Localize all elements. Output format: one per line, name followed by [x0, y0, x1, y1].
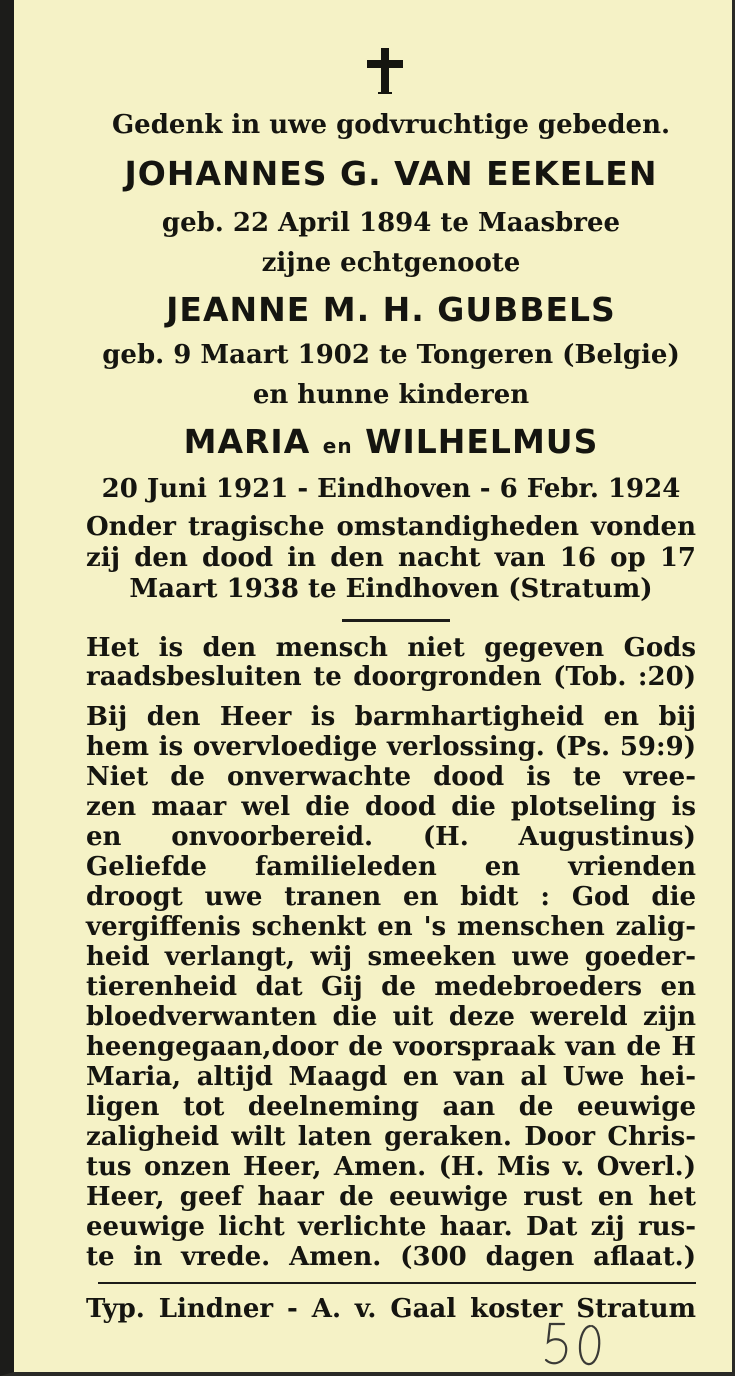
- prayer-line: Niet de onverwachte dood is te vree-: [86, 762, 696, 792]
- prayer-line: tierenheid dat Gij de medebroeders en: [86, 972, 696, 1002]
- prayer-line: raadsbesluiten te doorgronden (Tob. :20): [86, 662, 696, 692]
- person1-birth: geb. 22 April 1894 te Maasbree: [161, 208, 621, 238]
- person2-birth: geb. 9 Maart 1902 te Tongeren (Belgie): [102, 340, 680, 370]
- printer-credit: Typ. Lindner - A. v. Gaal koster Stratum: [86, 1294, 696, 1324]
- prayer-line: vergiffenis schenkt en 's menschen zalig-: [86, 912, 696, 942]
- prayer-line: Bij den Heer is barmhartigheid en bij: [86, 702, 696, 732]
- children-conjunction: en: [322, 434, 353, 458]
- child-name-maria: MARIA: [183, 422, 311, 461]
- prayer-line: en onvoorbereid. (H. Augustinus): [86, 822, 696, 852]
- circumstance-line: zij den dood in den nacht van 16 op 17: [86, 543, 696, 573]
- prayer-line: heengegaan,door de voorspraak van de H: [86, 1032, 696, 1062]
- divider: [98, 1282, 696, 1284]
- prayer-line: Heer, geef haar de eeuwige rust en het: [86, 1182, 696, 1212]
- relation-line: zijne echtgenoote: [261, 248, 521, 278]
- handwritten-number: [542, 1318, 612, 1372]
- children-names: [86, 422, 696, 461]
- prayer-line: zaligheid wilt laten geraken. Door Chris-: [86, 1122, 696, 1152]
- circumstance-line: Onder tragische omstandigheden vonden: [86, 512, 696, 542]
- person1-name: JOHANNES G. VAN EEKELEN: [124, 154, 658, 193]
- circumstance-line: Maart 1938 te Eindhoven (Stratum): [129, 574, 653, 604]
- prayer-line: droogt uwe tranen en bidt : God die: [86, 882, 696, 912]
- child-name-wilhelmus: WILHELMUS: [365, 422, 599, 461]
- prayer-line: hem is overvloedige verlossing. (Ps. 59:9): [86, 732, 696, 762]
- divider: [342, 619, 450, 622]
- prayer-line: bloedverwanten die uit deze wereld zijn: [86, 1002, 696, 1032]
- intro-line: Gedenk in uwe godvruchtige gebeden.: [111, 110, 671, 140]
- children-dates: 20 Juni 1921 - Eindhoven - 6 Febr. 1924: [101, 474, 681, 504]
- prayer-line: ligen tot deelneming aan de eeuwige: [86, 1092, 696, 1122]
- children-intro: en hunne kinderen: [252, 380, 530, 410]
- prayer-line: eeuwige licht verlichte haar. Dat zij rus-: [86, 1212, 696, 1242]
- prayer-line: te in vrede. Amen. (300 dagen aflaat.): [86, 1242, 696, 1272]
- prayer-line: Geliefde familieleden en vrienden: [86, 852, 696, 882]
- prayer-line: Het is den mensch niet gegeven Gods: [86, 633, 696, 663]
- prayer-line: Maria, altijd Maagd en van al Uwe hei-: [86, 1062, 696, 1092]
- prayer-line: zen maar wel die dood die plotseling is: [86, 792, 696, 822]
- prayer-line: tus onzen Heer, Amen. (H. Mis v. Overl.): [86, 1152, 696, 1182]
- prayer-line: heid verlangt, wij smeeken uwe goeder-: [86, 942, 696, 972]
- cross-icon: [367, 48, 403, 94]
- person2-name: JEANNE M. H. GUBBELS: [166, 290, 616, 329]
